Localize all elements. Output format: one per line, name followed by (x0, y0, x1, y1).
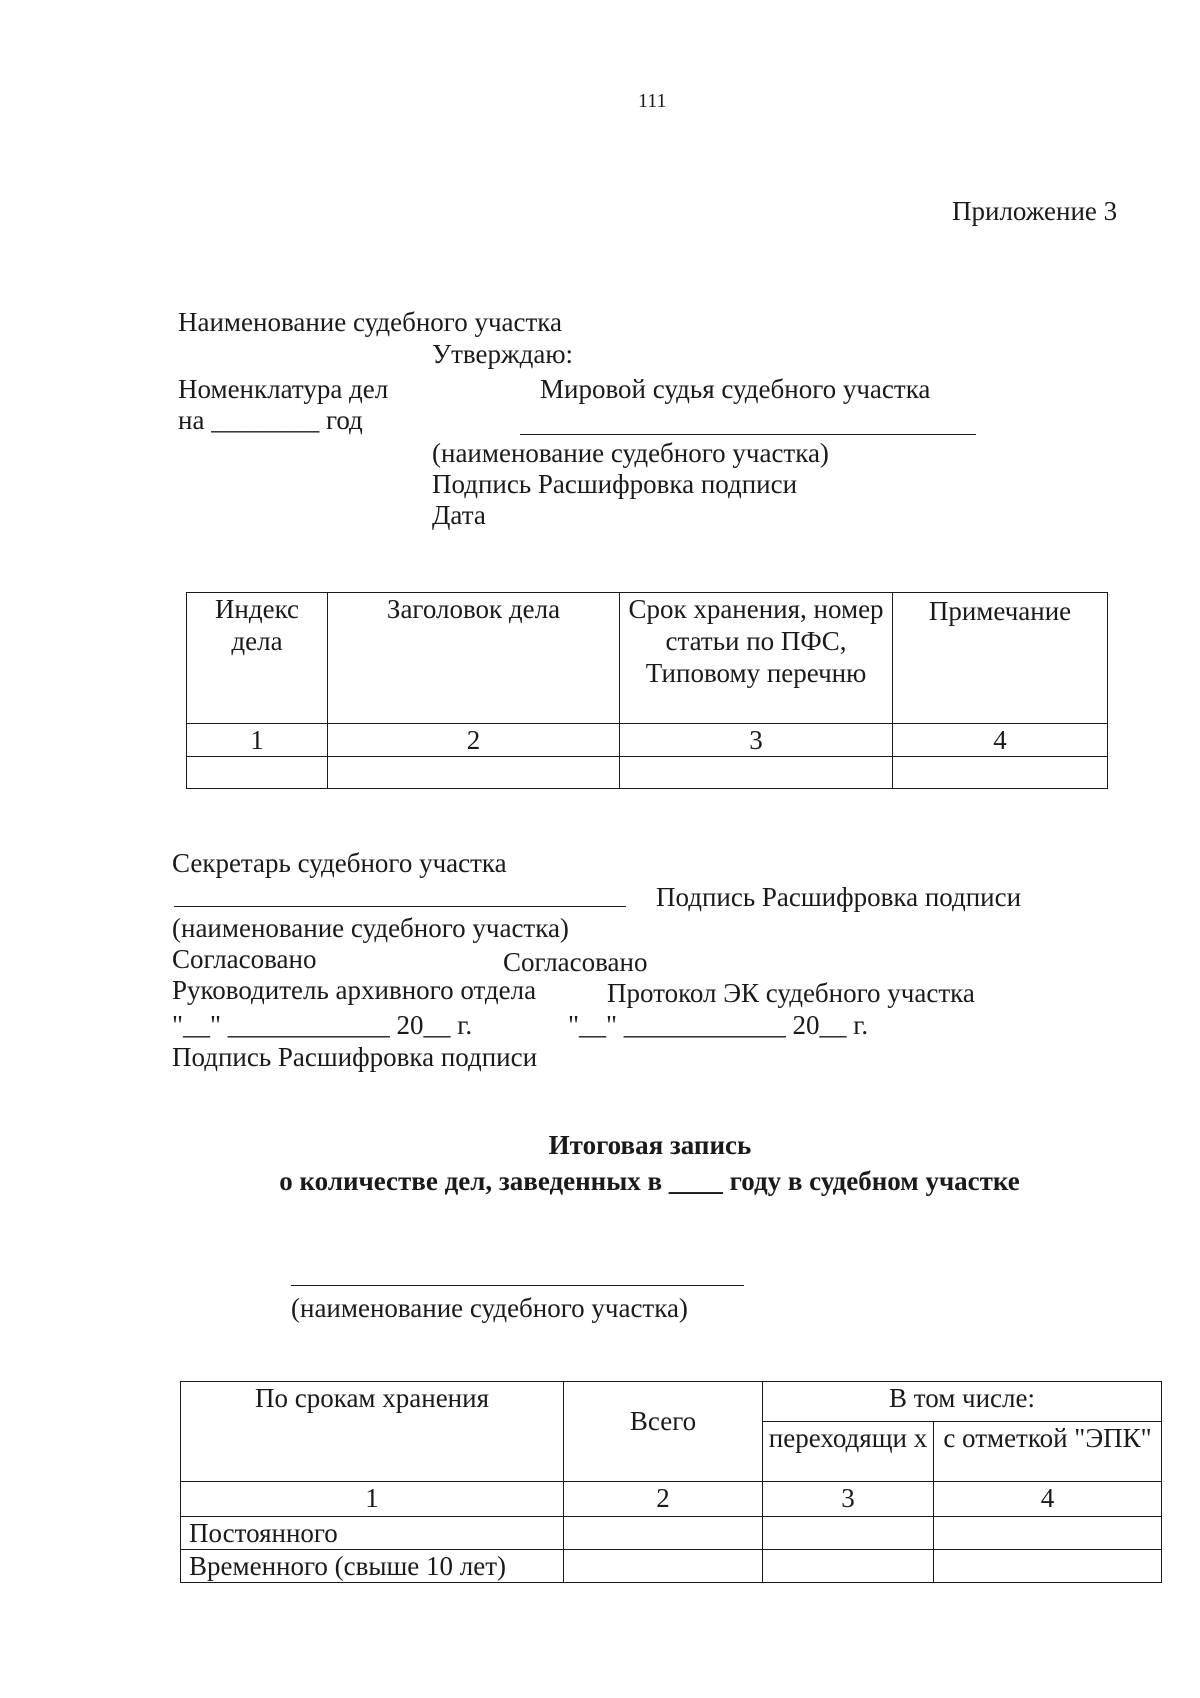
header-cell-retention: Срок хранения, номер статьи по ПФС, Типовому перечню (620, 593, 893, 724)
date-right: "__" ____________ 20__ г. (568, 1010, 869, 1040)
table-row (181, 1517, 1162, 1550)
table-row (181, 1550, 1162, 1583)
header-cell-note: Примечание (893, 593, 1108, 724)
empty-cell (934, 1550, 1162, 1583)
header-cell-index: Индекс дела (187, 593, 328, 724)
empty-cell (763, 1517, 934, 1550)
year-blank: ________ (211, 405, 320, 435)
number-cell: 3 (620, 724, 893, 757)
court-name-label: Наименование судебного участка (178, 307, 562, 337)
secretary-court-underline (174, 906, 626, 907)
signature-label: Подпись Расшифровка подписи (432, 469, 798, 499)
empty-cell (187, 757, 328, 789)
judge-title: Мировой судья судебного участка (540, 374, 931, 404)
table-header-row (187, 593, 1108, 724)
header-cell-carryover: переходящи х (763, 1422, 934, 1482)
secretary-court-hint: (наименование судебного участка) (172, 913, 569, 943)
nomenclature-label: Номенклатура дел (178, 374, 389, 404)
table-number-row (187, 724, 1108, 757)
agreed-right: Согласовано (503, 947, 648, 977)
date-left: "__" ____________ 20__ г. (172, 1010, 473, 1040)
empty-cell (328, 757, 620, 789)
agreed-left: Согласовано (172, 944, 317, 974)
secretary-signature: Подпись Расшифровка подписи (656, 882, 1022, 912)
summary-court-hint: (наименование судебного участка) (291, 1293, 688, 1323)
header-cell-total: Всего (564, 1382, 763, 1482)
page-number: 111 (638, 90, 667, 112)
empty-cell (564, 1550, 763, 1583)
approve-label: Утверждаю: (432, 339, 574, 369)
nomenclature-table (186, 592, 1108, 789)
table-header-row (181, 1382, 1162, 1422)
year-suffix: год (325, 405, 363, 435)
header-cell-retention-period: По срокам хранения (181, 1382, 564, 1482)
date-label: Дата (432, 500, 486, 530)
header-cell-including: В том числе: (763, 1382, 1162, 1422)
row-label-temporary: Временного (свыше 10 лет) (181, 1550, 564, 1583)
summary-title: Итоговая запись (548, 1130, 752, 1160)
year-prefix: на (178, 405, 205, 435)
number-cell: 1 (187, 724, 328, 757)
summary-table (180, 1381, 1162, 1583)
secretary-title: Секретарь судебного участка (172, 848, 507, 878)
empty-cell (564, 1517, 763, 1550)
protocol-label: Протокол ЭК судебного участка (607, 978, 975, 1008)
number-cell: 3 (763, 1482, 934, 1517)
table-number-row (181, 1482, 1162, 1517)
signature-left: Подпись Расшифровка подписи (172, 1042, 538, 1072)
number-cell: 2 (564, 1482, 763, 1517)
summary-court-underline (291, 1285, 744, 1286)
empty-cell (620, 757, 893, 789)
table-row (187, 757, 1108, 789)
archive-head-label: Руководитель архивного отдела (172, 975, 537, 1005)
appendix-label: Приложение 3 (952, 196, 1118, 226)
court-name-hint: (наименование судебного участка) (432, 438, 829, 468)
number-cell: 4 (934, 1482, 1162, 1517)
number-cell: 4 (893, 724, 1108, 757)
court-name-underline (520, 434, 976, 435)
empty-cell (763, 1550, 934, 1583)
empty-cell (893, 757, 1108, 789)
empty-cell (934, 1517, 1162, 1550)
number-cell: 2 (328, 724, 620, 757)
header-cell-title: Заголовок дела (328, 593, 620, 724)
row-label-permanent: Постоянного (181, 1517, 564, 1550)
year-line (178, 405, 363, 435)
header-cell-epk: с отметкой "ЭПК" (934, 1422, 1162, 1482)
number-cell: 1 (181, 1482, 564, 1517)
summary-subtitle: о количестве дел, заведенных в ____ году в судебном участке (279, 1166, 1020, 1196)
